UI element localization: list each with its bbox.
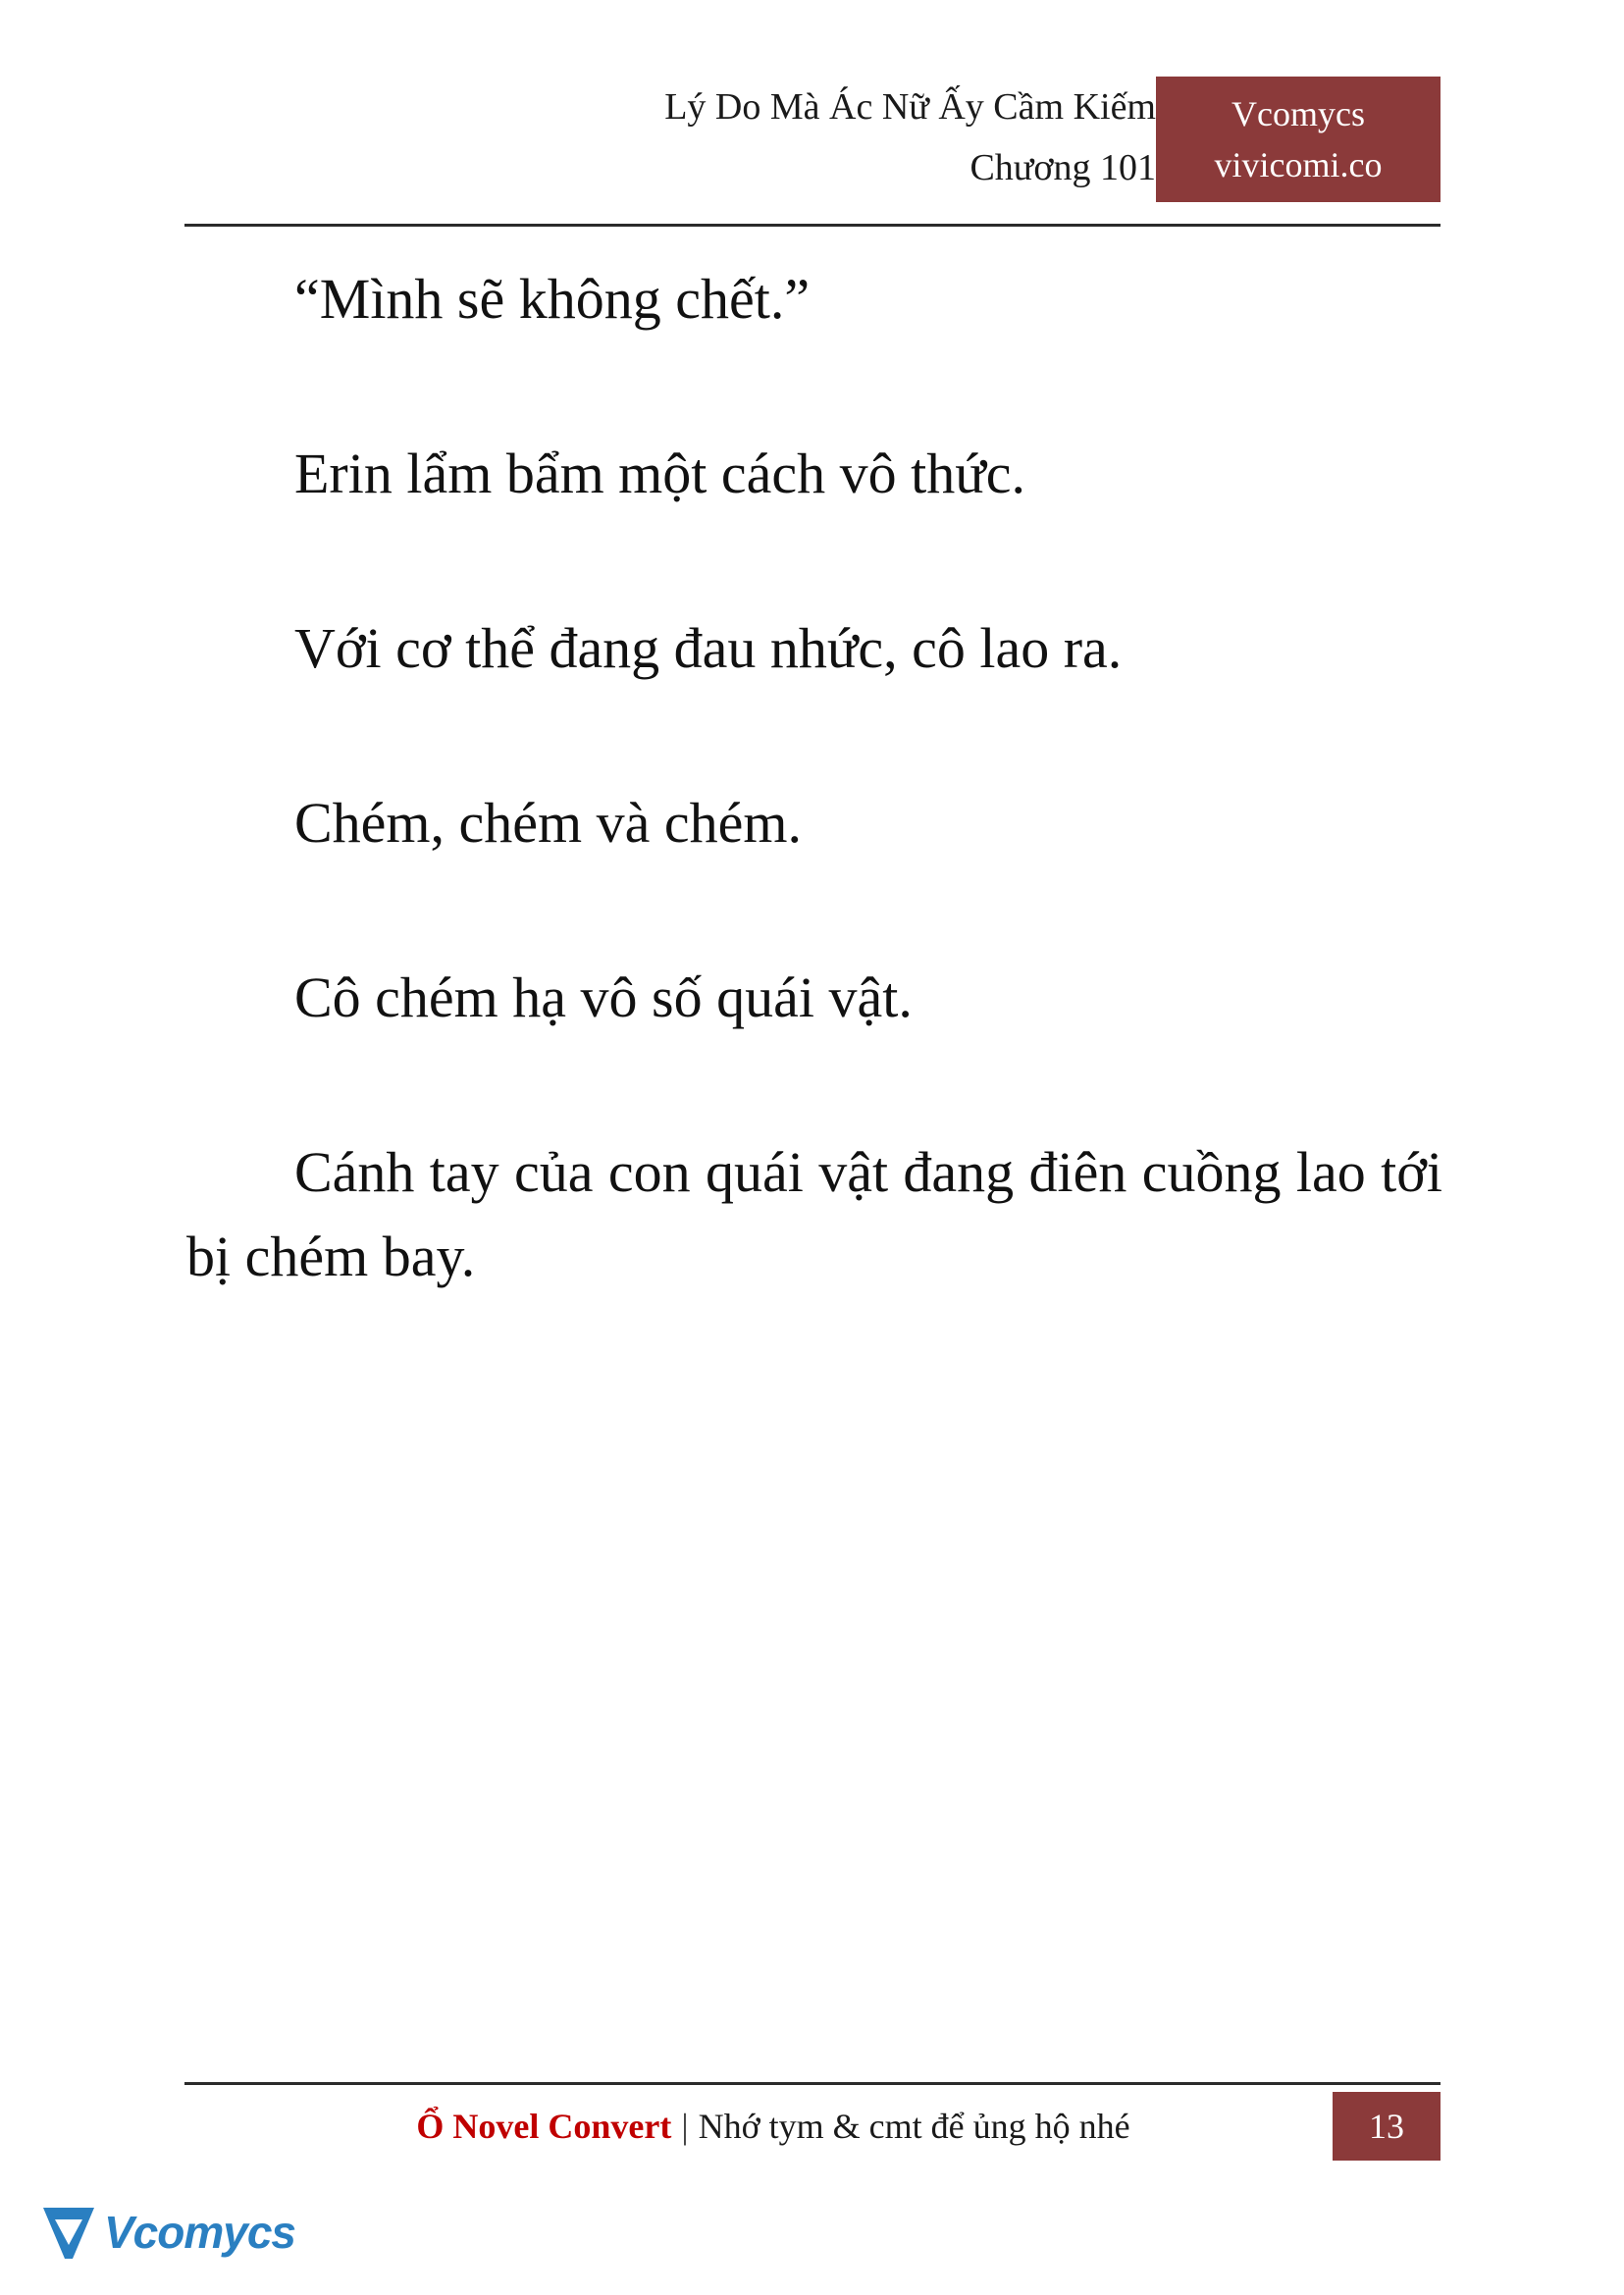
chapter-label: Chương 101 <box>969 147 1156 188</box>
footer-credit <box>184 2092 1362 2161</box>
footer-brand: Ổ Novel Convert <box>416 2107 672 2146</box>
paragraph: Cô chém hạ vô số quái vật. <box>294 965 913 1029</box>
site-badge-url: vivicomi.co <box>1214 145 1383 184</box>
document-title: Lý Do Mà Ác Nữ Ấy Cầm Kiếm <box>664 86 1156 128</box>
watermark-logo <box>39 2188 294 2276</box>
watermark-text: Vcomycs <box>104 2207 296 2258</box>
header-divider <box>184 224 1441 227</box>
site-badge-name: Vcomycs <box>1231 94 1365 133</box>
paragraph: Erin lẩm bẩm một cách vô thức. <box>294 442 1025 505</box>
paragraph: Chém, chém và chém. <box>294 791 802 855</box>
page-header <box>184 77 1441 224</box>
footer-divider <box>184 2082 1441 2085</box>
page-number: 13 <box>1333 2092 1441 2161</box>
site-badge <box>1156 77 1441 202</box>
page-footer <box>184 2092 1441 2161</box>
paragraph: Cánh tay của con quái vật đang điên cuồng lao tới bị chém bay. <box>186 1140 1442 1288</box>
footer-separator: | <box>681 2107 689 2146</box>
paragraph: “Mình sẽ không chết.” <box>294 267 811 331</box>
paragraph: Với cơ thể đang đau nhức, cô lao ra. <box>294 616 1123 680</box>
page-content <box>186 257 1442 1299</box>
vcomycs-mark-icon <box>39 2202 98 2263</box>
footer-note: Nhớ tym & cmt để ủng hộ nhé <box>698 2107 1130 2146</box>
